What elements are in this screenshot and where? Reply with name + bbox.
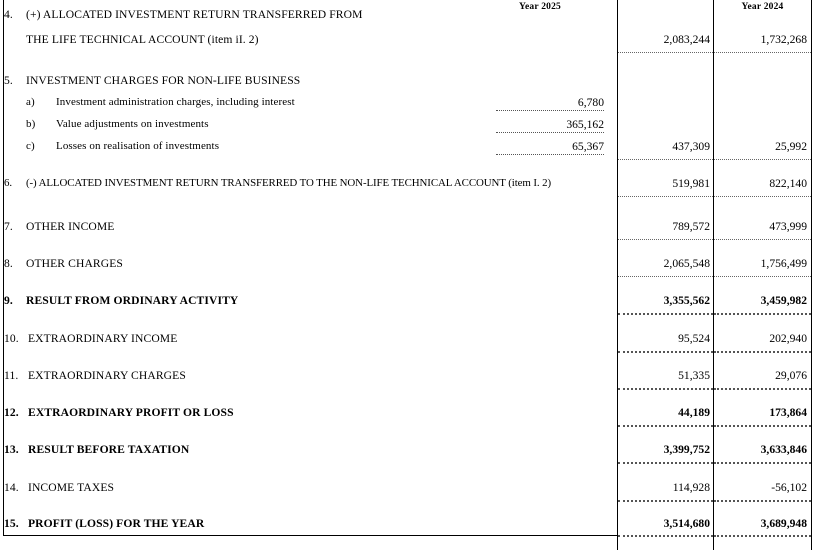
row-value-9-2025: 3,355,562 — [663, 294, 710, 307]
row-separator — [714, 425, 811, 427]
row-value-4-2025: 2,083,244 — [663, 33, 710, 46]
row-value-10-2024: 202,940 — [769, 332, 807, 345]
row-separator — [618, 313, 713, 315]
row-label-12 — [4, 406, 617, 419]
row-value-7-2024: 473,999 — [769, 220, 807, 233]
row-text-10: EXTRAORDINARY INCOME — [28, 332, 178, 345]
row-label-10 — [4, 332, 617, 345]
row-text-7: OTHER INCOME — [26, 220, 115, 233]
row-separator — [714, 535, 811, 537]
row-value-6-2025: 519,981 — [672, 177, 710, 190]
subitem-letter-5a: a) — [26, 96, 35, 108]
row-separator — [618, 388, 713, 390]
row-label-11 — [4, 369, 617, 382]
row-value-8-2024: 1,756,499 — [760, 257, 807, 270]
row-label-8 — [4, 257, 617, 270]
subitem-text-5c: Losses on realisation of investments — [56, 140, 220, 152]
subitem-text-5b: Value adjustments on investments — [56, 118, 209, 130]
row-label-4-line1 — [4, 8, 617, 21]
column-divider-1 — [617, 0, 618, 550]
row-value-13-2025: 3,399,752 — [663, 443, 710, 456]
row-value-8-2025: 2,065,548 — [663, 257, 710, 270]
row-label-6 — [4, 177, 617, 189]
column-header-year-2025: Year 2025 — [519, 2, 561, 12]
row-separator — [714, 462, 811, 464]
row-separator — [714, 313, 811, 315]
row-separator — [618, 462, 713, 464]
row-value-7-2025: 789,572 — [672, 220, 710, 233]
row-index-10: 10. — [4, 332, 19, 345]
row-separator — [618, 239, 713, 240]
row-separator — [714, 351, 811, 353]
row-label-4-line2 — [4, 33, 617, 46]
row-text-15: PROFIT (LOSS) FOR THE YEAR — [28, 517, 205, 530]
column-header-year-2024: Year 2024 — [741, 2, 784, 12]
row-value-9-2024: 3,459,982 — [760, 294, 807, 307]
row-separator — [714, 196, 811, 197]
row-index-7: 7. — [4, 220, 13, 233]
row-index-13: 13. — [4, 443, 19, 456]
row-separator — [618, 351, 713, 353]
row-separator — [714, 276, 811, 277]
row-value-14-2024: -56,102 — [771, 481, 807, 494]
row-value-10-2025: 95,524 — [678, 332, 710, 345]
row-text-5: INVESTMENT CHARGES FOR NON-LIFE BUSINESS — [26, 74, 301, 87]
subitem-value-5a: 6,780 — [496, 96, 604, 111]
row-separator — [618, 500, 713, 502]
row-label-9 — [4, 294, 617, 307]
row-text-9: RESULT FROM ORDINARY ACTIVITY — [26, 294, 239, 307]
row-text-6: (-) ALLOCATED INVESTMENT RETURN TRANSFERRED TO THE NON-LIFE TECHNICAL ACCOUNT (item I. 2) — [26, 177, 552, 189]
row-separator — [618, 52, 713, 53]
row-index-9: 9. — [4, 294, 13, 307]
label-column-bottom-border — [3, 535, 618, 536]
row-label-15 — [4, 517, 617, 530]
row-label-14 — [4, 481, 617, 494]
row-value-13-2024: 3,633,846 — [760, 443, 807, 456]
subitem-letter-5b: b) — [26, 118, 36, 130]
row-value-12-2025: 44,189 — [678, 406, 710, 419]
column-divider-2 — [713, 0, 714, 550]
table-right-border — [811, 0, 812, 550]
subitem-value-5b: 365,162 — [496, 118, 604, 133]
row-separator — [714, 500, 811, 502]
subitem-letter-5c: c) — [26, 140, 35, 152]
row-separator — [618, 425, 713, 427]
row-separator — [618, 276, 713, 277]
row-separator — [714, 159, 811, 160]
row-separator — [714, 52, 811, 53]
row-index-6: 6. — [4, 177, 12, 189]
row-text-12: EXTRAORDINARY PROFIT OR LOSS — [28, 406, 234, 419]
row-label-13 — [4, 443, 617, 456]
row-value-6-2024: 822,140 — [769, 177, 807, 190]
row-value-14-2025: 114,928 — [672, 481, 710, 494]
row-value-15-2025: 3,514,680 — [663, 517, 710, 530]
row-value-12-2024: 173,864 — [769, 406, 807, 419]
row-index-14: 14. — [4, 481, 19, 494]
row-index-12: 12. — [4, 406, 19, 419]
row-separator — [714, 388, 811, 390]
row-text-14: INCOME TAXES — [28, 481, 115, 494]
subitem-text-5a: Investment administration charges, including interest — [56, 96, 295, 108]
row-separator — [618, 159, 713, 160]
row-index-4: 4. — [4, 8, 13, 21]
row-value-11-2024: 29,076 — [775, 369, 807, 382]
row-text-8: OTHER CHARGES — [26, 257, 123, 270]
row-label-5 — [4, 74, 617, 87]
row-separator — [714, 239, 811, 240]
row-value-11-2025: 51,335 — [678, 369, 710, 382]
row-value-5-2025: 437,309 — [672, 140, 710, 153]
row-label-7 — [4, 220, 617, 233]
row-value-4-2024: 1,732,268 — [760, 33, 807, 46]
row-text-4-line2: THE LIFE TECHNICAL ACCOUNT (item iI. 2) — [26, 33, 259, 46]
row-value-5-2024: 25,992 — [775, 140, 807, 153]
row-text-13: RESULT BEFORE TAXATION — [28, 443, 190, 456]
row-separator — [618, 535, 713, 537]
row-index-8: 8. — [4, 257, 13, 270]
row-index-5: 5. — [4, 74, 13, 87]
row-value-15-2024: 3,689,948 — [760, 517, 807, 530]
row-index-15: 15. — [4, 517, 19, 530]
row-text-11: EXTRAORDINARY CHARGES — [28, 369, 186, 382]
row-index-11: 11. — [4, 369, 19, 382]
subitem-value-5c: 65,367 — [496, 140, 604, 155]
row-text-4-line1: (+) ALLOCATED INVESTMENT RETURN TRANSFERRED FROM — [26, 8, 363, 21]
row-separator — [618, 196, 713, 197]
